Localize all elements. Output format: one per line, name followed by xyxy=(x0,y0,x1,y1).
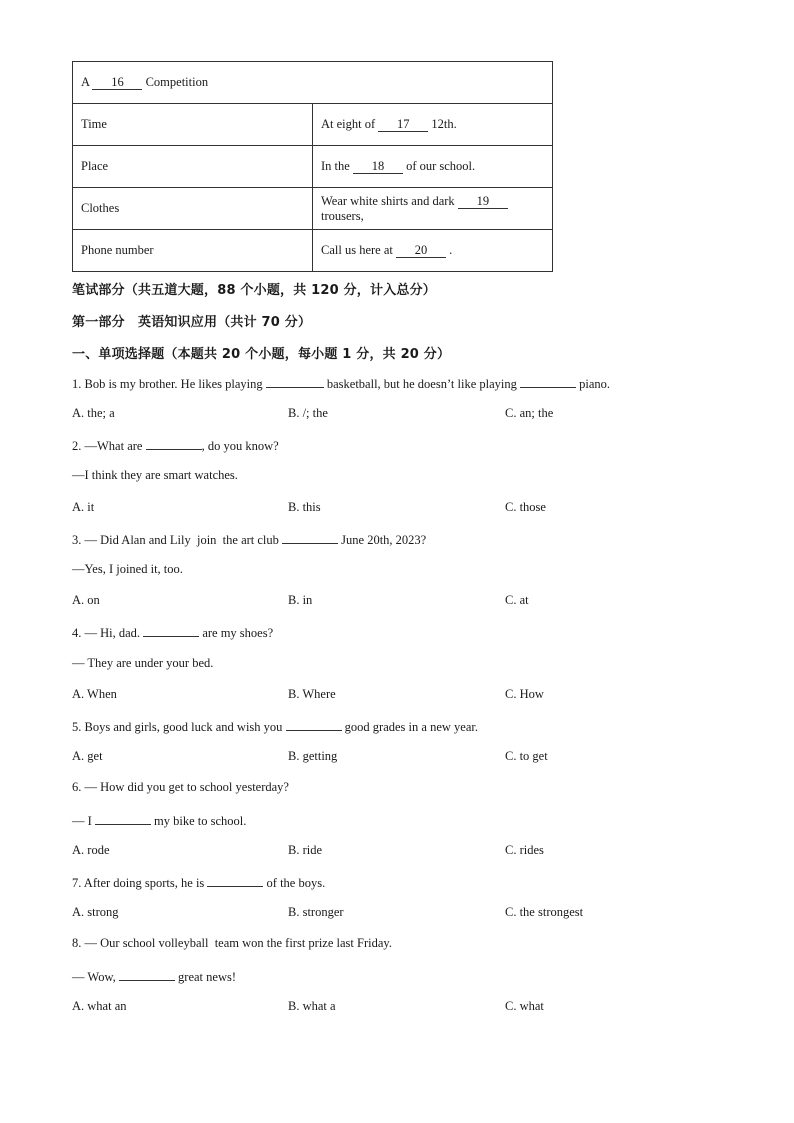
table-row xyxy=(73,230,553,272)
reply-text: — I xyxy=(72,814,92,828)
value-suffix: of our school. xyxy=(406,159,476,173)
answer-blank xyxy=(119,968,175,981)
question-6-option-c: C. rides xyxy=(505,843,544,857)
title-prefix: A xyxy=(81,75,90,89)
question-2-option-c: C. those xyxy=(505,500,546,514)
question-4-option-b: B. Where xyxy=(288,687,336,701)
value-prefix: Call us here at xyxy=(321,243,393,257)
competition-info-table xyxy=(72,61,553,272)
blank-20: 20 xyxy=(396,244,446,258)
answer-blank xyxy=(95,812,151,825)
question-3-option-a: A. on xyxy=(72,593,100,607)
stem-text: 2. —What are xyxy=(72,439,143,453)
answer-blank xyxy=(266,375,324,388)
stem-text: 3. — Did Alan and Lily join the art club xyxy=(72,533,279,547)
question-1-option-c: C. an; the xyxy=(505,406,554,420)
stem-text: are my shoes? xyxy=(202,626,274,640)
question-6-stem: 6. — How did you get to school yesterday? xyxy=(72,780,289,794)
question-6-option-b: B. ride xyxy=(288,843,323,857)
question-1-stem xyxy=(72,375,610,392)
title-suffix: Competition xyxy=(145,75,209,89)
value-prefix: In the xyxy=(321,159,350,173)
value-prefix: At eight of xyxy=(321,117,376,131)
value-prefix: Wear white shirts and dark xyxy=(321,193,455,208)
stem-text: , do you know? xyxy=(201,439,279,453)
value-suffix: . xyxy=(449,243,453,257)
reply-text: my bike to school. xyxy=(154,814,247,828)
reply-text: great news! xyxy=(178,970,237,984)
question-4-reply: — They are under your bed. xyxy=(72,656,214,670)
part-one-heading: 第一部分 英语知识应用（共计 70 分） xyxy=(72,315,312,330)
reply-text: — Wow, xyxy=(72,970,116,984)
question-6-option-a: A. rode xyxy=(72,843,110,857)
value-suffix: trousers, xyxy=(321,208,364,223)
question-1-option-a: A. the; a xyxy=(72,406,115,420)
stem-text: basketball, but he doesn’t like playing xyxy=(326,377,517,391)
question-8-option-a: A. what an xyxy=(72,999,127,1013)
row-value-clothes xyxy=(313,188,553,230)
question-3-option-b: B. in xyxy=(288,593,313,607)
question-2-option-b: B. this xyxy=(288,500,321,514)
stem-text: 1. Bob is my brother. He likes playing xyxy=(72,377,263,391)
answer-blank xyxy=(286,718,342,731)
question-2-option-a: A. it xyxy=(72,500,95,514)
question-2-reply: —I think they are smart watches. xyxy=(72,468,238,482)
blank-18: 18 xyxy=(353,160,403,174)
row-label-place: Place xyxy=(73,146,313,188)
question-5-option-b: B. getting xyxy=(288,749,338,763)
table-row xyxy=(73,104,553,146)
answer-blank xyxy=(146,437,202,450)
question-3-reply: —Yes, I joined it, too. xyxy=(72,562,183,576)
stem-text: 4. — Hi, dad. xyxy=(72,626,141,640)
question-1-option-b: B. /; the xyxy=(288,406,328,420)
question-6-reply xyxy=(72,812,246,829)
row-label-phone: Phone number xyxy=(73,230,313,272)
stem-text: 5. Boys and girls, good luck and wish you xyxy=(72,720,283,734)
table-row xyxy=(73,146,553,188)
answer-blank xyxy=(207,874,263,887)
question-4-option-a: A. When xyxy=(72,687,117,701)
row-value-time xyxy=(313,104,553,146)
stem-text: of the boys. xyxy=(266,876,326,890)
question-7-option-a: A. strong xyxy=(72,905,119,919)
question-8-option-c: C. what xyxy=(505,999,544,1013)
blank-19: 19 xyxy=(458,195,508,209)
row-value-place xyxy=(313,146,553,188)
question-3-option-c: C. at xyxy=(505,593,529,607)
question-4-option-c: C. How xyxy=(505,687,544,701)
question-7-option-c: C. the strongest xyxy=(505,905,584,919)
question-8-option-b: B. what a xyxy=(288,999,336,1013)
section-one-heading: 一、单项选择题（本题共 20 个小题，每小题 1 分，共 20 分） xyxy=(72,347,451,362)
question-8-reply xyxy=(72,968,236,985)
question-7-stem xyxy=(72,874,325,891)
answer-blank xyxy=(143,624,199,637)
question-5-stem xyxy=(72,718,478,735)
stem-text: piano. xyxy=(579,377,611,391)
written-part-heading: 笔试部分（共五道大题，88 个小题，共 120 分，计入总分） xyxy=(72,283,437,298)
blank-16: 16 xyxy=(92,76,142,90)
question-5-option-a: A. get xyxy=(72,749,103,763)
row-label-clothes: Clothes xyxy=(73,188,313,230)
question-8-stem: 8. — Our school volleyball team won the first prize last Friday. xyxy=(72,936,392,950)
stem-text: June 20th, 2023? xyxy=(341,533,427,547)
answer-blank xyxy=(282,531,338,544)
blank-17: 17 xyxy=(378,118,428,132)
stem-text: 7. After doing sports, he is xyxy=(72,876,205,890)
row-label-time: Time xyxy=(73,104,313,146)
table-title-cell xyxy=(73,62,553,104)
row-value-phone xyxy=(313,230,553,272)
question-7-option-b: B. stronger xyxy=(288,905,344,919)
question-2-stem xyxy=(72,437,279,454)
value-suffix: 12th. xyxy=(431,117,457,131)
table-title-row xyxy=(73,62,553,104)
stem-text: good grades in a new year. xyxy=(344,720,478,734)
table-row xyxy=(73,188,553,230)
question-4-stem xyxy=(72,624,273,641)
question-3-stem xyxy=(72,531,426,548)
question-5-option-c: C. to get xyxy=(505,749,548,763)
answer-blank xyxy=(520,375,576,388)
